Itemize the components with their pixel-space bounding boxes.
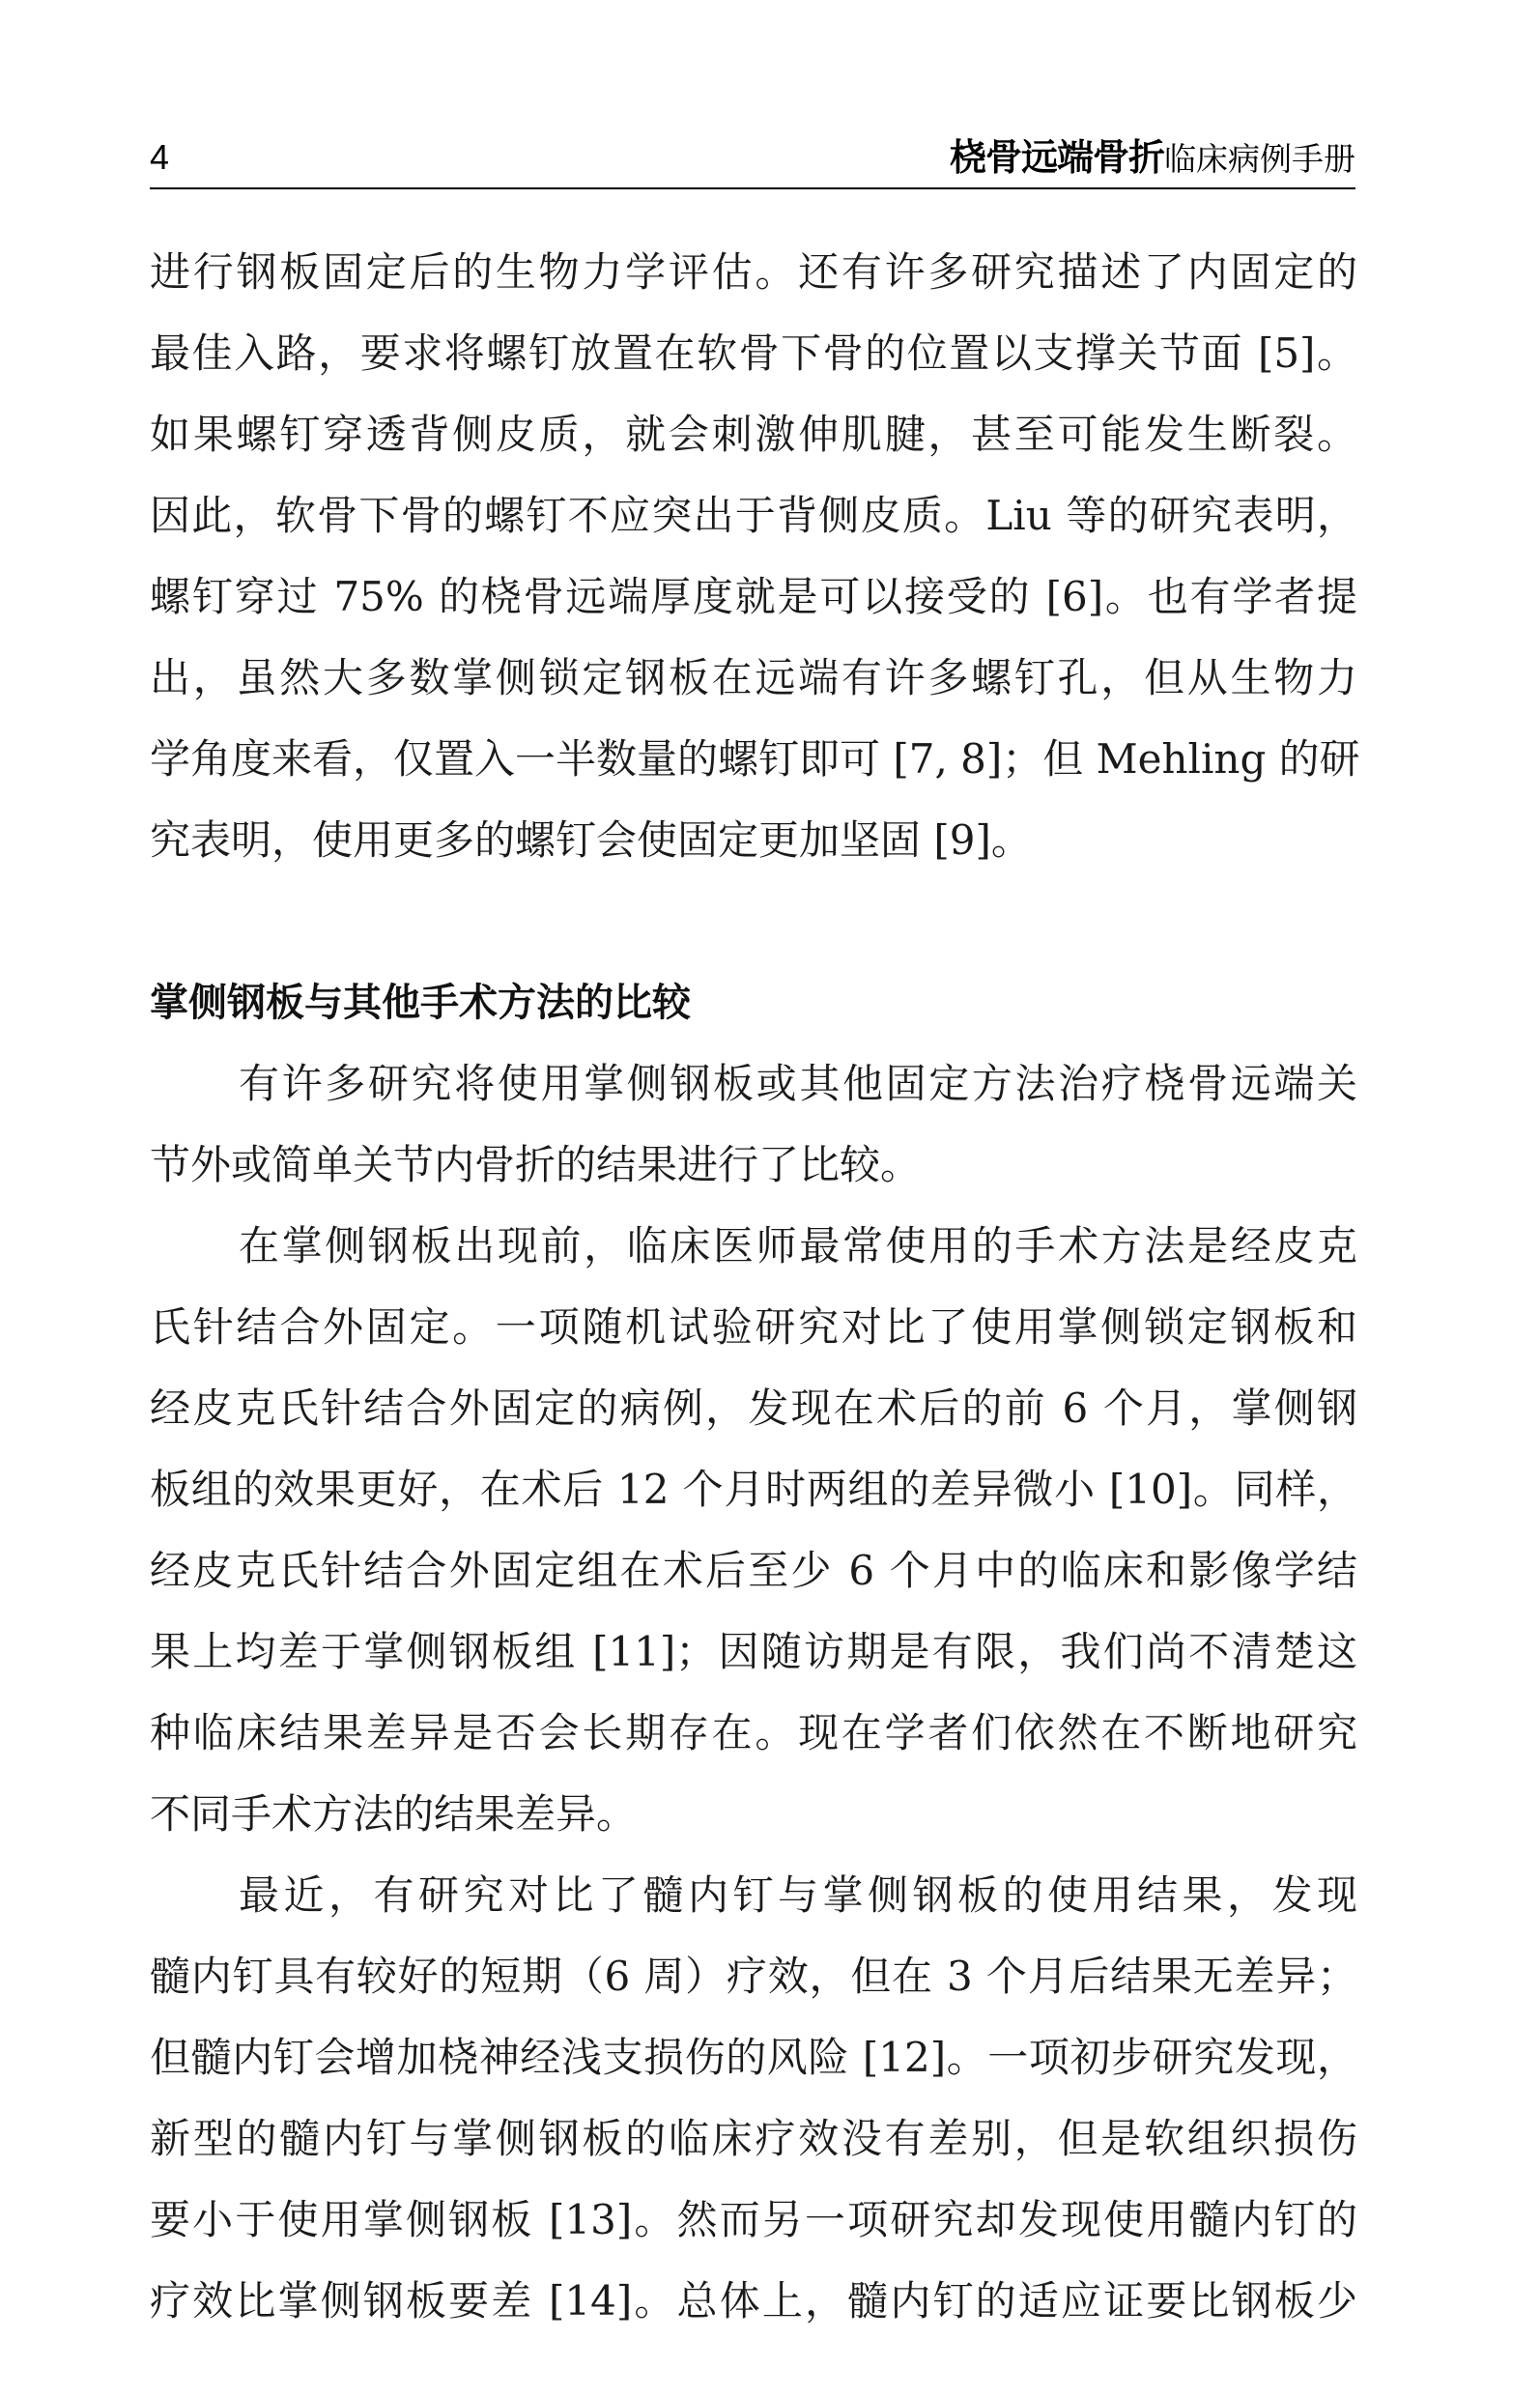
- book-title: 桡骨远端骨折: [949, 136, 1164, 179]
- page-number: 4: [150, 137, 170, 177]
- book-subtitle: 临床病例手册: [1164, 140, 1355, 178]
- paragraph-gap: [150, 881, 1357, 962]
- text-line: 不同手术方法的结果差异。: [150, 1790, 638, 1838]
- section-heading: 掌侧钢板与其他手术方法的比较: [150, 981, 691, 1025]
- text-line: 有许多研究将使用掌侧钢板或其他固定方法治疗桡骨远端关: [239, 1060, 1357, 1107]
- text-line: 经皮克氏针结合外固定的病例，发现在术后的前 6 个月，掌侧钢: [150, 1384, 1357, 1432]
- text-line: 最近，有研究对比了髓内钉与掌侧钢板的使用结果，发现: [239, 1871, 1357, 1919]
- text-line: 最佳入路，要求将螺钉放置在软骨下骨的位置以支撑关节面 [5]。: [150, 329, 1357, 377]
- text-line: 髓内钉具有较好的短期（6 周）疗效，但在 3 个月后结果无差异；: [150, 1953, 1357, 2000]
- text-line: 学角度来看，仅置入一半数量的螺钉即可 [7, 8]；但 Mehling 的研: [150, 735, 1360, 783]
- running-header: [150, 133, 1355, 189]
- text-line: 果上均差于掌侧钢板组 [11]；因随访期是有限，我们尚不清楚这: [150, 1628, 1357, 1675]
- paragraph: [150, 1206, 1357, 1855]
- text-line: 在掌侧钢板出现前，临床医师最常使用的手术方法是经皮克: [239, 1222, 1357, 1269]
- text-line: 如果螺钉穿透背侧皮质，就会刺激伸肌腱，甚至可能发生断裂。: [150, 411, 1357, 458]
- text-line: 要小于使用掌侧钢板 [13]。然而另一项研究却发现使用髓内钉的: [150, 2196, 1357, 2243]
- text-line: 出，虽然大多数掌侧锁定钢板在远端有许多螺钉孔，但从生物力: [150, 654, 1357, 701]
- page-body: [150, 232, 1360, 2342]
- text-line: 节外或简单关节内骨折的结果进行了比较。: [150, 1141, 922, 1188]
- text-line: 疗效比掌侧钢板要差 [14]。总体上，髓内钉的适应证要比钢板少: [150, 2277, 1357, 2325]
- text-line: 进行钢板固定后的生物力学评估。还有许多研究描述了内固定的: [150, 248, 1357, 296]
- text-line: 因此，软骨下骨的螺钉不应突出于背侧皮质。Liu 等的研究表明，: [150, 492, 1357, 539]
- text-line: 种临床结果差异是否会长期存在。现在学者们依然在不断地研究: [150, 1709, 1357, 1756]
- text-line: 螺钉穿过 75% 的桡骨远端厚度就是可以接受的 [6]。也有学者提: [150, 573, 1357, 620]
- text-line: 新型的髓内钉与掌侧钢板的临床疗效没有差别，但是软组织损伤: [150, 2115, 1357, 2162]
- text-line: 板组的效果更好，在术后 12 个月时两组的差异微小 [10]。同样，: [150, 1466, 1357, 1513]
- paragraph: [150, 232, 1360, 881]
- text-line: 氏针结合外固定。一项随机试验研究对比了使用掌侧锁定钢板和: [150, 1303, 1357, 1351]
- paragraph: [150, 1855, 1357, 2342]
- text-line: 究表明，使用更多的螺钉会使固定更加坚固 [9]。: [150, 816, 1032, 864]
- text-line: 经皮克氏针结合外固定组在术后至少 6 个月中的临床和影像学结: [150, 1547, 1357, 1594]
- text-line: 但髓内钉会增加桡神经浅支损伤的风险 [12]。一项初步研究发现，: [150, 2034, 1357, 2081]
- paragraph: [150, 1043, 1357, 1206]
- running-title: [950, 133, 1355, 184]
